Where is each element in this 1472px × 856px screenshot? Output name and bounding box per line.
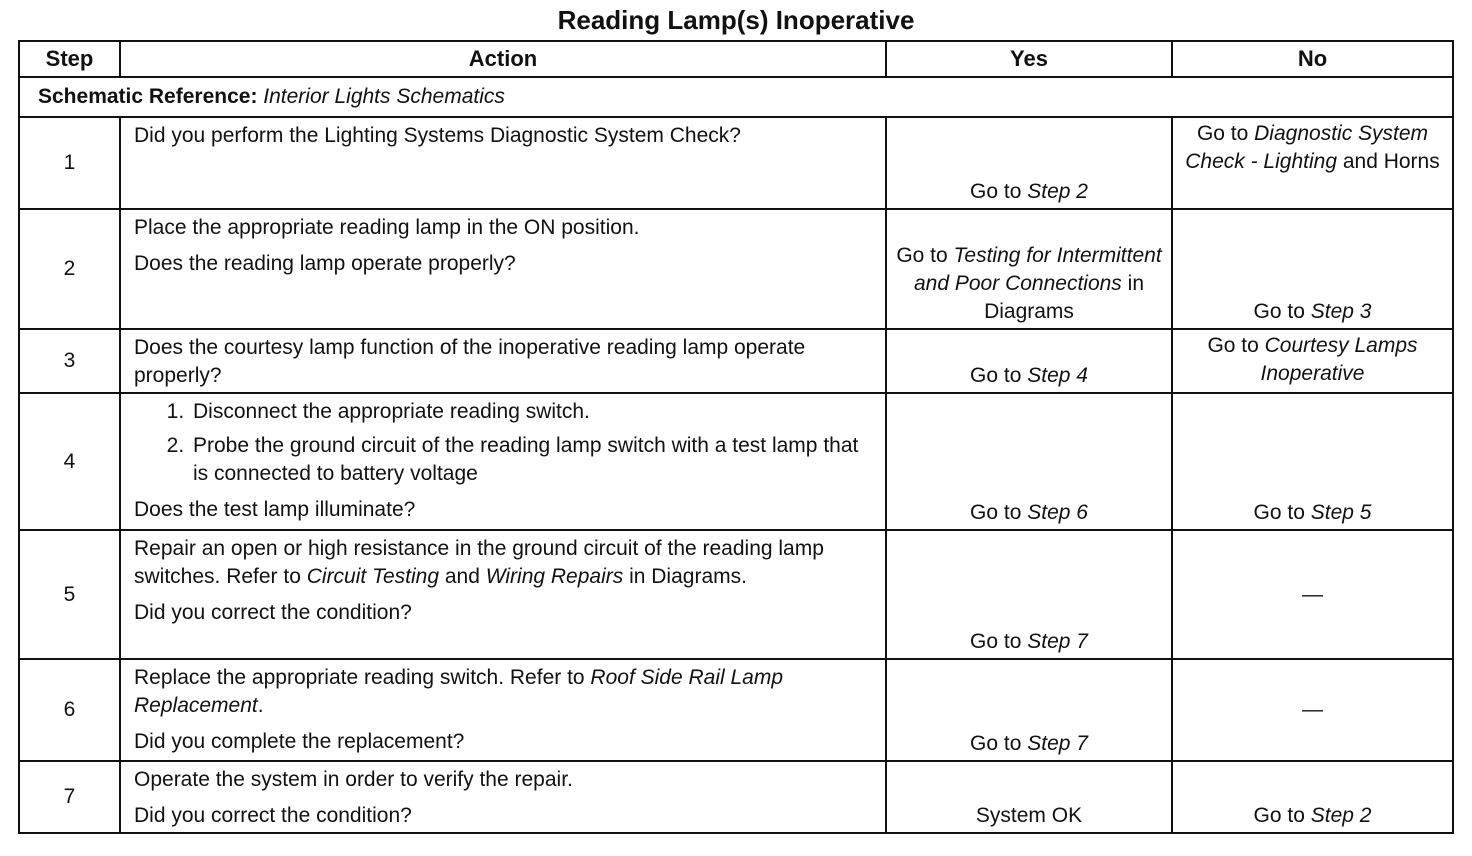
action-list-item: 2. Probe the ground circuit of the reading lamp switch with a test lamp that is connected to battery voltage	[190, 432, 875, 488]
step-number: 7	[19, 761, 120, 833]
table-row	[19, 329, 1453, 393]
no-prefix: Go to	[1196, 122, 1255, 145]
no-prefix: Go to	[1253, 300, 1311, 323]
table-row	[19, 393, 1453, 530]
header-no: No	[1172, 41, 1453, 77]
yes-text: System OK	[975, 804, 1083, 827]
action-text	[134, 535, 875, 591]
yes-cell	[886, 329, 1172, 393]
action-text-part: and	[439, 565, 486, 588]
table-row	[19, 530, 1453, 659]
step-number: 3	[19, 329, 120, 393]
header-yes: Yes	[886, 41, 1172, 77]
no-link[interactable]: Step 5	[1310, 501, 1372, 524]
action-text: Place the appropriate reading lamp in the ON position.	[134, 216, 640, 239]
yes-prefix: Go to	[896, 244, 954, 267]
yes-cell	[886, 659, 1172, 761]
action-question: Did you complete the replacement?	[134, 730, 465, 753]
yes-link[interactable]: Step 6	[1027, 501, 1088, 524]
no-cell	[1172, 393, 1453, 530]
step-number: 5	[19, 530, 120, 659]
schematic-row	[19, 77, 1453, 117]
action-question: Does the test lamp illuminate?	[134, 498, 416, 521]
no-dash: —	[1302, 698, 1323, 721]
action-text-part: Repair an open or high resistance in the ground circuit of the reading lamp switches. Refer to	[134, 537, 824, 588]
action-cell	[120, 209, 886, 329]
action-question: Did you correct the condition?	[134, 601, 412, 624]
no-cell	[1172, 530, 1453, 659]
schematic-reference	[19, 77, 1453, 117]
yes-cell	[886, 209, 1172, 329]
action-list-item: 1. Disconnect the appropriate reading switch.	[190, 398, 875, 426]
no-cell	[1172, 329, 1453, 393]
action-text-part: .	[257, 694, 264, 717]
no-cell	[1172, 659, 1453, 761]
no-suffix: and Horns	[1337, 150, 1440, 173]
yes-cell	[886, 393, 1172, 530]
yes-link[interactable]: Step 4	[1027, 364, 1088, 387]
table-row	[19, 209, 1453, 329]
action-cell	[120, 659, 886, 761]
header-row	[19, 41, 1453, 77]
no-link[interactable]: Step 2	[1310, 804, 1372, 827]
action-text-part: Replace the appropriate reading switch. Refer to	[134, 666, 591, 689]
action-text: Operate the system in order to verify the repair.	[134, 768, 573, 791]
action-text-part: in Diagrams.	[623, 565, 747, 588]
action-cell	[120, 761, 886, 833]
no-prefix: Go to	[1253, 804, 1311, 827]
no-link[interactable]: Diagnostic System Check - Lighting	[1185, 122, 1429, 173]
yes-link[interactable]: Step 7	[1027, 732, 1088, 755]
action-link[interactable]: Wiring Repairs	[485, 565, 624, 588]
yes-link[interactable]: Testing for Intermittent and Poor Connections	[914, 244, 1162, 295]
action-question: Does the reading lamp operate properly?	[134, 252, 516, 275]
no-link[interactable]: Courtesy Lamps Inoperative	[1260, 334, 1418, 385]
yes-prefix: Go to	[970, 630, 1028, 653]
no-prefix: Go to	[1253, 501, 1311, 524]
yes-prefix: Go to	[970, 732, 1028, 755]
table-row	[19, 117, 1453, 209]
action-text	[134, 664, 875, 720]
schematic-link[interactable]: Interior Lights Schematics	[263, 85, 505, 108]
no-dash: —	[1302, 582, 1323, 606]
no-cell	[1172, 209, 1453, 329]
action-list	[134, 398, 875, 488]
yes-cell	[886, 761, 1172, 833]
table-row	[19, 659, 1453, 761]
no-link[interactable]: Step 3	[1310, 300, 1372, 323]
diagnostic-table	[18, 40, 1454, 834]
step-number: 1	[19, 117, 120, 209]
yes-link[interactable]: Step 7	[1027, 630, 1088, 653]
action-cell	[120, 393, 886, 530]
step-number: 2	[19, 209, 120, 329]
action-cell	[120, 530, 886, 659]
no-prefix: Go to	[1207, 334, 1265, 357]
yes-prefix: Go to	[970, 180, 1028, 203]
header-step: Step	[19, 41, 120, 77]
page-title: Reading Lamp(s) Inoperative	[557, 5, 915, 35]
action-cell	[120, 117, 886, 209]
step-number: 4	[19, 393, 120, 530]
action-question: Did you correct the condition?	[134, 804, 412, 827]
yes-prefix: Go to	[970, 501, 1028, 524]
action-text: Did you perform the Lighting Systems Diagnostic System Check?	[134, 124, 741, 147]
yes-cell	[886, 117, 1172, 209]
action-link[interactable]: Circuit Testing	[306, 565, 440, 588]
yes-suffix: in Diagrams	[984, 272, 1144, 323]
header-action: Action	[120, 41, 886, 77]
table-row	[19, 761, 1453, 833]
yes-prefix: Go to	[970, 364, 1028, 387]
no-cell	[1172, 117, 1453, 209]
action-cell	[120, 329, 886, 393]
action-text: Does the courtesy lamp function of the inoperative reading lamp operate properly?	[134, 336, 806, 387]
yes-cell	[886, 530, 1172, 659]
no-cell	[1172, 761, 1453, 833]
schematic-label: Schematic Reference:	[38, 85, 258, 108]
action-link[interactable]: Roof Side Rail Lamp Replacement	[134, 666, 784, 717]
step-number: 6	[19, 659, 120, 761]
yes-link[interactable]: Step 2	[1027, 180, 1088, 203]
